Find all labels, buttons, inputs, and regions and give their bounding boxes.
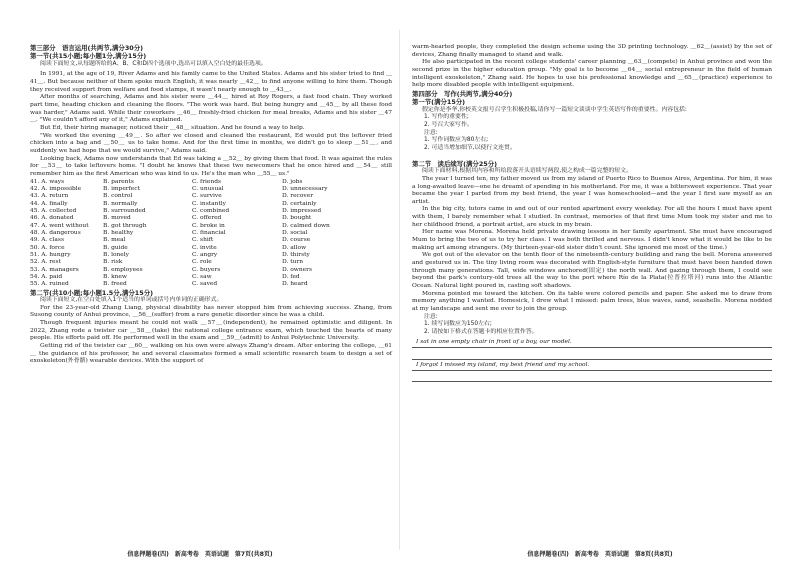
grammar-paragraph: For the 23-year-old Zhang Liang, physical disability has never stopped him from achieving success. Zhang, from Susong county of Anhui province, ＿56＿(suffer) from a rare genetic disorder since he was a child. (30, 304, 392, 319)
option: C. invite (192, 244, 217, 251)
option: D. allow (282, 244, 307, 251)
option: B. freed (103, 281, 127, 288)
option: 46. A. donated (30, 215, 74, 222)
writing-two-instructions: 阅读下面材料,根据其内容和所给段落开头语续写两段,使之构成一篇完整的短文。 (422, 168, 632, 175)
grammar-passage-continued (412, 44, 772, 90)
option: B. lonely (103, 252, 129, 259)
option: 51. A. hungry (30, 252, 71, 259)
option: 52. A. rest (30, 259, 61, 266)
option: C. buyers (192, 266, 221, 273)
option: 41. A. ways (30, 178, 65, 185)
option: B. guide (103, 244, 128, 251)
option: D. heard (282, 281, 308, 288)
writing-one-title: 第一节(满分15分) (412, 98, 466, 107)
option: C. instantly (192, 200, 226, 207)
option: B. control (103, 193, 133, 200)
cloze-options (30, 179, 392, 289)
option: C. saved (192, 281, 218, 288)
option: C. saw (192, 274, 212, 281)
grammar-passage (30, 305, 392, 366)
writing-one-point: 1. 写作的重要性; (424, 114, 469, 121)
writing-one-instructions: 假定你是李华,你校英文报号召学生积极投稿,请你写一篇短文谈谈中学生英语写作的重要性。内容包括: (422, 106, 687, 113)
option: C. shift (192, 237, 214, 244)
writing-two-note: 1. 续写词数应为150左右; (424, 321, 492, 328)
cloze-paragraph: Looking back, Adams now understands that Ed was taking a ＿52＿ by giving them that food. It was against the rules for ＿53＿ to take leftovers home. "I doubt he knows that these two newcomers that he once hired and ＿54＿ still remember him as the first American who was kind to us. He's the man who ＿55＿ us." (30, 155, 392, 177)
section-one-title: 第一节(共15小题;每小题1分,满分15分) (30, 52, 147, 61)
option: B. healthy (103, 230, 134, 236)
option: 53. A. managers (30, 266, 79, 273)
option: B. surrounded (103, 207, 146, 214)
option: D. certainly (282, 200, 317, 207)
page-footer: 信息押题卷(四) 新高考卷 英语试题 第7页(共8页) (127, 551, 273, 558)
writing-one-note: 2. 可适当增加细节,以使行文连贯。 (424, 145, 516, 152)
option: 44. A. finally (30, 200, 68, 207)
option: B. moved (103, 215, 131, 222)
option: D. turn (282, 259, 304, 266)
option: 55. A. ruined (30, 281, 69, 288)
option: 45. A. collected (30, 207, 77, 214)
option: 42. A. impossible (30, 185, 82, 192)
option: 43. A. return (30, 193, 69, 200)
cloze-paragraph: "We worked the evening ＿49＿. So after we closed and cleaned the restaurant, Ed would put the leftover fried chicken into a bag and ＿50＿ us to take home. And for the first time in months, we didn't go to sleep ＿51＿, and suddenly we had hope that we would survive," Adams said. (30, 132, 392, 154)
story-paragraph: We got out of the elevator on the tenth floor of the nineteenth-century building and rang the bell. Morena answered and gestured us in. The tiny living room was decorated with English-style furniture that must have been handed down through many generations. Tall, wide windows anchored(固定) the north wall. And gazing through them, I could see beyond the park's century-old trees all the way to the port where Río de la Plata(拉普拉塔河) runs into the Atlantic Ocean. Natural light poured in, casting soft shadows. (412, 252, 772, 290)
option: B. parents (103, 178, 134, 185)
option: D. social (282, 230, 308, 236)
option: D. unnecessary (282, 185, 328, 192)
option: C. angry (192, 252, 218, 259)
option: C. survive (192, 193, 222, 200)
answer-line (412, 372, 772, 382)
option: 49. A. class (30, 237, 64, 244)
option: C. broke in (192, 222, 225, 229)
option: B. meal (103, 237, 126, 244)
option: D. jobs (282, 178, 303, 185)
grammar-paragraph: Getting rid of the twister car ＿60＿ walking on his own were always Zhang's dream. After entering the college, ＿61＿ the guidance of his professor, he and several classmates formed a small scientific research team to design a set of exoskeleton(外骨骼) wearable devices. With the support of (30, 343, 392, 365)
option: D. recover (282, 193, 314, 200)
exam-page-8 (400, 0, 800, 566)
grammar-paragraph: warm-hearted people, they completed the design scheme using the 3D printing technology. ＿62＿(assist) by the set of devices, Zhang finally managed to stand and walk. (412, 44, 772, 58)
option: 50. A. force (30, 244, 65, 251)
grammar-paragraph: Though frequent injuries meant he could not walk ＿57＿(independent), he remained optimistic and diligent. In 2022, Zhang rode a twister car ＿58＿(take) the national college entrance exam, which touched the hearts of many people. His efforts paid off. He performed well in the exam and ＿59＿(admit) to Anhui Polytechnic University. (30, 320, 392, 342)
story-paragraph: The year I turned ten, my father moved us from my island of Puerto Rico to Buenos Aires, Argentina. For him, it was a long-awaited leave—one he dreamt of spending in his motherland. For me, it was a bittersweet experience. That year became the year I parted from my best friend, the year I was homeschooled—and the year I first saw myself as an artist. (412, 175, 772, 205)
cloze-paragraph: After months of searching, Adams and his sister were ＿44＿ hired at Roy Rogers, a fast food chain. They worked part time, heading chicken and cleaning the floors. "The work was hard. But being hungry and ＿45＿ by all these food was harder," Adams said. While their coworkers ＿46＿ freshly-fried chicken for meal breaks, Adams and his sister ＿47＿. "We couldn't afford any of it," Adams explained. (30, 94, 392, 124)
option: D. impressed (282, 207, 322, 214)
section-two-title: 第二节(共10小题;每小题1.5分,满分15分) (30, 288, 154, 297)
notes-label: 注意: (424, 129, 438, 136)
option: B. imperfect (103, 185, 140, 192)
option: D. bought (282, 215, 312, 222)
option: D. thirsty (282, 252, 310, 259)
option: 54. A. paid (30, 274, 63, 281)
cloze-paragraph: But Ed, their hiring manager, noticed their ＿48＿ situation. And he found a way to help. (40, 125, 305, 131)
option: D. course (282, 237, 311, 244)
option: D. calmed down (282, 222, 330, 229)
continuation-story (412, 176, 772, 314)
option: C. role (192, 259, 212, 266)
writing-one-point: 2. 号召大家写作。 (424, 122, 473, 129)
story-paragraph: Morena pointed me toward the kitchen. On its table were colored pencils and paper. She asked me to draw from memory anything I wanted. Homesick, I drew what I missed: palm trees, blue waves, sand, seashells. Morena nodded at my landscape and sent me over to join the group. (412, 290, 772, 313)
option: C. combined (192, 207, 230, 214)
option: C. offered (192, 215, 222, 222)
paragraph-opener-1: I sat in one empty chair in front of a boy, our model. (412, 338, 772, 348)
section-two-instructions: 阅读下面短文,在空白处填入1个适当的单词或括号内单词的正确形式。 (40, 297, 223, 304)
option: C. financial (192, 230, 226, 236)
part-three-title: 第三部分 语言运用(共两节,满分30分) (30, 44, 144, 52)
option: B. normally (103, 200, 138, 207)
part-four-title: 第四部分 写作(共两节,满分40分) (412, 89, 513, 98)
writing-one-note: 1. 写作词数应为80左右; (424, 137, 489, 144)
answer-line (412, 349, 772, 359)
option: C. friends (192, 178, 221, 185)
option: 47. A. went without (30, 222, 89, 229)
option: D. owners (282, 266, 312, 273)
story-paragraph: Her name was Morena. Morena held private drawing lessons in her family apartment. She must have encouraged Mum to bring the two of us to try her class. I was both thrilled and nervous. I didn't know what it would be like to be making art among strangers. (My thirteen-year-old sister didn't count. She ignored me most of the time.) (412, 229, 772, 251)
story-paragraph: In the big city, tutors came in and out of our rented apartment every weekday. For all the hours I must have spent with them, I barely remember what I studied. In contrast, memories of that first time Mum took my sister and me to her childhood friend, a portrait artist, are stuck in my brain. (412, 206, 772, 228)
option: 48. A. dangerous (30, 230, 81, 236)
writing-two-note: 2. 请按如下格式在答题卡的相应位置作答。 (424, 329, 538, 336)
section-one-instructions: 阅读下面短文,从每题所给的A、B、C和D四个选项中,选出可以填入空白处的最佳选项。 (40, 60, 267, 67)
option: B. knew (103, 274, 127, 281)
paragraph-opener-2: I forgot I missed my island, my best friend and my school. (412, 361, 772, 371)
option: B. got through (103, 222, 147, 229)
option: C. unusual (192, 185, 224, 192)
option: B. risk (103, 259, 123, 266)
notes-label: 注意: (424, 313, 438, 320)
option: D. fed (282, 274, 300, 281)
grammar-paragraph: He also participated in the recent college students' career planning ＿63＿(compete) in Anhui province and won the second prize in the higher education group. "My goal is to become ＿64＿ social entrepreneur in the field of human intelligent exoskeleton," Zhang said. He hopes to use his professional knowledge and ＿65＿(practice) experience to help more disabled people with intelligent equipment. (412, 59, 772, 89)
option: B. employees (103, 266, 143, 273)
writing-two-title: 第二节 读后续写(满分25分) (412, 159, 498, 168)
cloze-paragraph: In 1991, at the age of 19, River Adams and his family came to the United States. Adams and his sister tried to find ＿41＿. But because neither of them spoke much English, it was nearly ＿42＿ to find anyone willing to hire them. Though they received support from welfare and food stamps, it wasn't nearly enough to ＿43＿. (30, 71, 392, 93)
cloze-passage (30, 71, 392, 178)
page-footer: 信息押题卷(四) 新高考卷 英语试题 第8页(共8页) (527, 551, 673, 558)
